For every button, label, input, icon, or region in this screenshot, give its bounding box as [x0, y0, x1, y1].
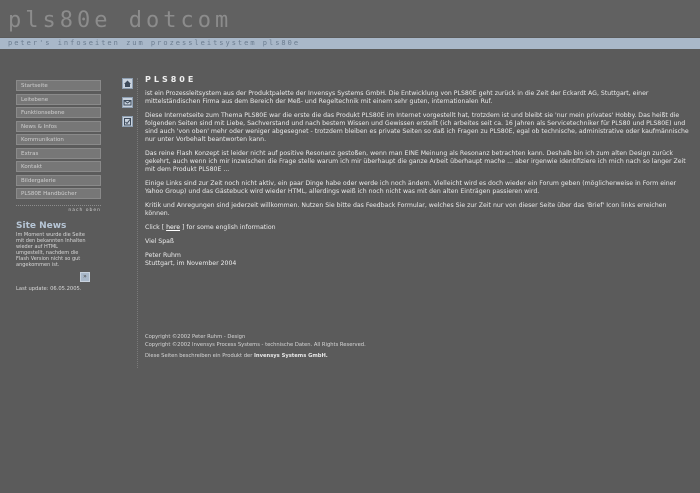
nav-item-bildergalerie[interactable]: Bildergalerie — [16, 175, 101, 186]
nav-item-handbuecher[interactable]: PLS80E Handbücher — [16, 188, 101, 199]
flash-paragraph: Das reine Flash Konzept ist leider nicht auf positive Resonanz gestoßen, wenn man EINE Meinung als Resonanz betrachten kann. Deshalb bin ich zum alten Design zurück gekehrt, auch wenn ich mir inzwischen die Frage stelle warum ich mir überhaupt die ganze Arbeit überhaupt mache ... aber irgenwie identifiziere ich mich nach so langer Zeit mit dem Produkt PLS80E ... — [145, 150, 686, 173]
site-news-text: Im Moment wurde die Seite mit den bekannten Inhalten wieder auf HTML umgestellt, nachdem die Flash Version nicht so gut angekommen ist. — [16, 232, 86, 268]
back-to-top-link[interactable]: nach oben — [68, 208, 101, 213]
home-icon[interactable] — [122, 78, 133, 89]
nav-item-kommunikation[interactable]: Kommunikation — [16, 134, 101, 145]
header — [0, 0, 700, 37]
site-logo[interactable]: pls80e dotcom — [8, 8, 233, 33]
sidebar-nav — [16, 80, 101, 213]
nav-item-funktionsebene[interactable]: Funktionsebene — [16, 107, 101, 118]
guestbook-icon[interactable] — [122, 116, 133, 127]
footer — [145, 334, 545, 361]
content-divider — [137, 78, 139, 368]
greeting: Viel Spaß — [145, 238, 174, 245]
product-note: Diese Seiten beschreiben ein Produkt der Invensys Systems GmbH. — [145, 353, 328, 359]
last-update: Last update: 06.05.2005. — [16, 286, 82, 292]
links-paragraph: Einige Links sind zur Zeit noch nicht aktiv, ein paar Dinge habe oder werde ich noch ändern. Vielleicht wird es doch wieder ein Forum geben (möglicherweise in Form einer Yahoo Group) und das Gästebuck wird wieder HTML, allerdings weiß ich noch nicht was mit den alten Einträgen passieren wird. — [145, 180, 677, 195]
mail-icon[interactable] — [122, 97, 133, 108]
nav-item-leitebene[interactable]: Leitebene — [16, 94, 101, 105]
english-info-line: Click [ here ] for some english information — [145, 224, 276, 231]
nav-item-news[interactable]: News & Infos — [16, 121, 101, 132]
about-paragraph: Diese Internetseite zum Thema PLS80E war die erste die das Produkt PLS80E im Internet vorgestellt hat, trotzdem ist und bleibt sie 'nur mein privates' Hobby. Das heißt die folgenden Seiten sind mit Liebe, Sachverstand und nach bestem Wissen und Gewissen erstellt (ich arbeites seit ca. 16 Jahren als Servicetechniker für PLS80 und PLS80E) und sind auch 'von oben' mehr oder weniger abgesegnet - trotzdem bleiben es private Seiten so daß ich Fragen zu PLS80E, egal ob technische, administrative oder kaufmännische nur unter Vorbehalt beantworten kann. — [145, 112, 689, 143]
nav-item-kontakt[interactable]: Kontakt — [16, 161, 101, 172]
feedback-paragraph: Kritik und Anregungen sind jederzeit willkommen. Nutzen Sie bitte das Feedback Formular, welches Sie zur Zeit nur von dieser Seite über das 'Brief' Icon links erreichen können. — [145, 202, 667, 217]
tagline: peter's infoseiten zum prozessleitsystem pls80e — [8, 39, 301, 47]
intro-paragraph: ist ein Prozessleitsystem aus der Produktpalette der Invensys Systems GmbH. Die Entwicklung von PLS80E geht zurück in die Zeit der Eckardt AG, Stuttgart, einer mittelständischen Firma aus dem Bereich der Meß- und Regeltechnik mit einem sehr guten, internationalen Ruf. — [145, 90, 649, 105]
copyright-design: Copyright ©2002 Peter Ruhm - Design — [145, 334, 246, 340]
signature-name: Peter Ruhm — [145, 252, 181, 259]
news-more-arrow-icon[interactable]: » — [80, 272, 90, 282]
nav-item-extras[interactable]: Extras — [16, 148, 101, 159]
main-content — [145, 76, 690, 274]
nav-item-startseite[interactable]: Startseite — [16, 80, 101, 91]
nav-divider — [16, 205, 101, 206]
site-news-title: Site News — [16, 221, 67, 231]
english-info-link[interactable]: here — [166, 224, 181, 231]
page-title: PLS80E — [145, 75, 197, 84]
copyright-data: Copyright ©2002 Invensys Process Systems - technische Daten. All Rights Reserved. — [145, 341, 366, 348]
signature-place: Stuttgart, im November 2004 — [145, 260, 237, 267]
